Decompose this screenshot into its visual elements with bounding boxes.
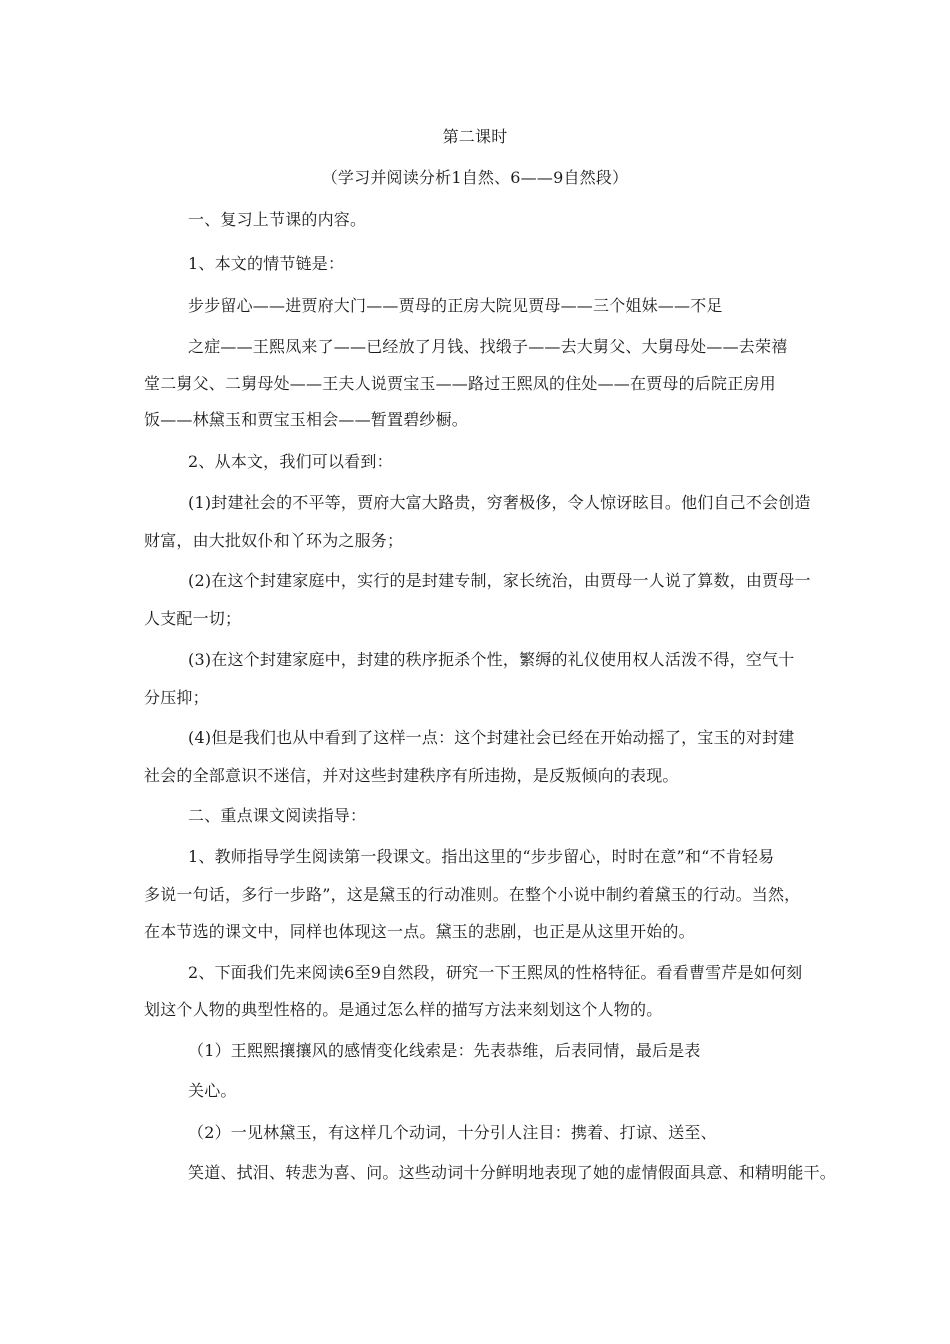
point-2-line-1: (2)在这个封建家庭中，实行的是封建专制，家长统治，由贾母一人说了算数，由贾母一: [188, 571, 811, 590]
section-2-para-3-line-2: 关心。: [188, 1081, 237, 1100]
point-1-line-2: 财富，由大批奴仆和丫环为之服务；: [144, 531, 404, 550]
section-2-para-4-line-2: 笑道、拭泪、转悲为喜、问。这些动词十分鲜明地表现了她的虚情假面具意、和精明能干。: [188, 1163, 837, 1182]
section-1-heading: 一、复习上节课的内容。: [188, 210, 367, 229]
plot-chain-line-3: 堂二舅父、二舅母处——王夫人说贾宝玉——路过王熙凤的住处——在贾母的后院正房用: [144, 374, 776, 393]
plot-chain-line-4: 饭——林黛玉和贾宝玉相会——暂置碧纱橱。: [144, 410, 469, 429]
section-2-para-2-line-1: 2、下面我们先来阅读6至9自然段，研究一下王熙凤的性格特征。看看曹雪芹是如何刻: [188, 963, 803, 982]
page-subtitle: （学习并阅读分析1自然、6——9自然段）: [321, 168, 629, 187]
section-1-item-1-heading: 1、本文的情节链是：: [188, 254, 345, 273]
point-4-line-2: 社会的全部意识不迷信，并对这些封建秩序有所违拗，是反叛倾向的表现。: [144, 766, 679, 785]
section-2-para-3-line-1: （1）王熙熙攘攘风的感情变化线索是：先表恭维，后表同情，最后是表: [188, 1041, 701, 1060]
point-1-line-1: (1)封建社会的不平等，贾府大富大路贵，穷奢极侈，令人惊讶眩目。他们自己不会创造: [188, 493, 811, 512]
section-2-para-1-line-2: 多说一句话，多行一步路”，这是黛玉的行动准则。在整个小说中制约着黛玉的行动。当然，: [144, 885, 801, 904]
point-3-line-1: (3)在这个封建家庭中，封建的秩序扼杀个性，繁缛的礼仪使用权人活泼不得，空气十: [188, 650, 795, 669]
section-2-para-2-line-2: 划这个人物的典型性格的。是通过怎么样的描写方法来刻划这个人物的。: [144, 1000, 663, 1019]
page-title: 第二课时: [442, 127, 508, 146]
plot-chain-line-1: 步步留心——进贾府大门——贾母的正房大院见贾母——三个姐妹——不足: [188, 296, 723, 315]
section-2-heading: 二、重点课文阅读指导：: [188, 806, 367, 825]
section-2-para-4-line-1: （2）一见林黛玉，有这样几个动词，十分引人注目：携着、打谅、送至、: [188, 1123, 717, 1142]
section-1-item-2-heading: 2、从本文，我们可以看到：: [188, 452, 393, 471]
point-2-line-2: 人支配一切；: [144, 609, 242, 628]
section-2-para-1-line-1: 1、教师指导学生阅读第一段课文。指出这里的“步步留心，时时在意”和“不肯轻易: [188, 847, 775, 866]
point-3-line-2: 分压抑；: [144, 688, 209, 707]
point-4-line-1: (4)但是我们也从中看到了这样一点：这个封建社会已经在开始动摇了，宝玉的对封建: [188, 728, 795, 747]
section-2-para-1-line-3: 在本节选的课文中，同样也体现这一点。黛玉的悲剧，也正是从这里开始的。: [144, 922, 695, 941]
plot-chain-line-2: 之症——王熙凤来了——已经放了月钱、找缎子——去大舅父、大舅母处——去荣禧: [188, 337, 788, 356]
